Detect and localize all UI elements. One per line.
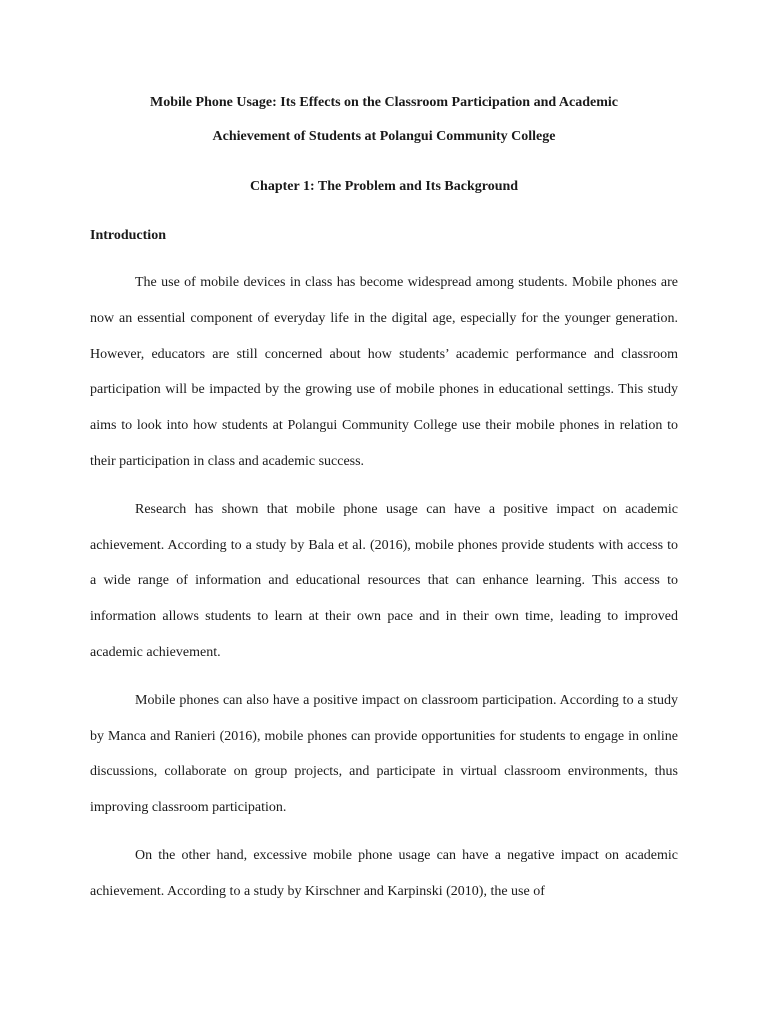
document-title xyxy=(90,86,678,154)
paragraph-2: Research has shown that mobile phone usage can have a positive impact on academic achievement. According to a study by Bala et al. (2016), mobile phones provide students with access to a wide range of information and educational resources that can enhance learning. This access to information allows students to learn at their own pace and in their own time, leading to improved academic achievement. xyxy=(90,501,678,660)
title-line-2: Achievement of Students at Polangui Community College xyxy=(212,129,556,144)
chapter-heading: Chapter 1: The Problem and Its Background xyxy=(249,179,519,194)
paragraph-4: On the other hand, excessive mobile phone usage can have a negative impact on academic achievement. According to a study by Kirschner and Karpinski (2010), the use of xyxy=(90,847,678,899)
paragraph-1: The use of mobile devices in class has become widespread among students. Mobile phones are now an essential component of everyday life in the digital age, especially for the younger generation. However, educators are still concerned about how students’ academic performance and classroom participation will be impacted by the growing use of mobile phones in educational settings. This study aims to look into how students at Polangui Community College use their mobile phones in relation to their participation in class and academic success. xyxy=(90,275,678,469)
section-heading-introduction: Introduction xyxy=(90,228,166,243)
title-line-1: Mobile Phone Usage: Its Effects on the Classroom Participation and Academic xyxy=(150,95,618,110)
body-text xyxy=(90,265,678,922)
paragraph-3: Mobile phones can also have a positive impact on classroom participation. According to a study by Manca and Ranieri (2016), mobile phones can provide opportunities for students to engage in online discussions, collaborate on group projects, and participate in virtual classroom environments, thus improving classroom participation. xyxy=(90,692,678,816)
